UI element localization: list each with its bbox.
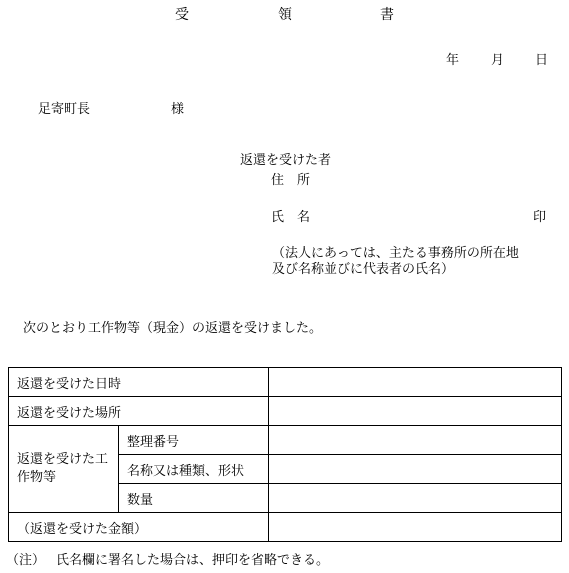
date-month: 月 (491, 53, 505, 68)
row-place-label: 返還を受けた場所 (9, 397, 269, 426)
table-row (9, 397, 562, 426)
sub-quantity-label: 数量 (119, 484, 269, 513)
date-day: 日 (535, 53, 549, 68)
sub-kind-label: 名称又は種類、形状 (119, 455, 269, 484)
group-label-line2: 作物等 (17, 470, 57, 485)
seal-mark: 印 (533, 210, 547, 225)
table-row (9, 426, 562, 455)
row-amount-label: （返還を受けた金額） (9, 513, 269, 542)
addressee-name: 足寄町長 (38, 102, 91, 117)
title-char-1: 受 (175, 7, 189, 23)
receipt-table (8, 367, 562, 542)
row-datetime-label: 返還を受けた日時 (9, 368, 269, 397)
sub-kind-value[interactable] (269, 455, 562, 484)
group-label (9, 426, 119, 513)
row-place-value[interactable] (269, 397, 562, 426)
corporate-note-line1: （法人にあっては、主たる事務所の所在地 (272, 246, 519, 261)
table-row (9, 368, 562, 397)
sub-number-value[interactable] (269, 426, 562, 455)
sub-number-label: 整理番号 (119, 426, 269, 455)
row-datetime-value[interactable] (269, 368, 562, 397)
statement-text: 次のとおり工作物等（現金）の返還を受けました。 (23, 321, 323, 336)
group-label-line1: 返還を受けた工 (17, 452, 109, 467)
row-amount-value[interactable] (269, 513, 562, 542)
corporate-note-line2: 及び名称並びに代表者の氏名） (272, 262, 455, 277)
recipient-heading: 返還を受けた者 (240, 153, 332, 168)
table-row (9, 513, 562, 542)
title-char-2: 領 (278, 7, 292, 23)
footnote-text: 氏名欄に署名した場合は、押印を省略できる。 (56, 553, 330, 568)
footnote-prefix: （注） (6, 553, 46, 568)
address-label: 住 所 (271, 173, 311, 188)
date-year: 年 (446, 53, 460, 68)
sub-quantity-value[interactable] (269, 484, 562, 513)
addressee-honorific: 様 (171, 102, 185, 117)
title-char-3: 書 (380, 7, 394, 23)
name-label: 氏 名 (271, 210, 311, 225)
